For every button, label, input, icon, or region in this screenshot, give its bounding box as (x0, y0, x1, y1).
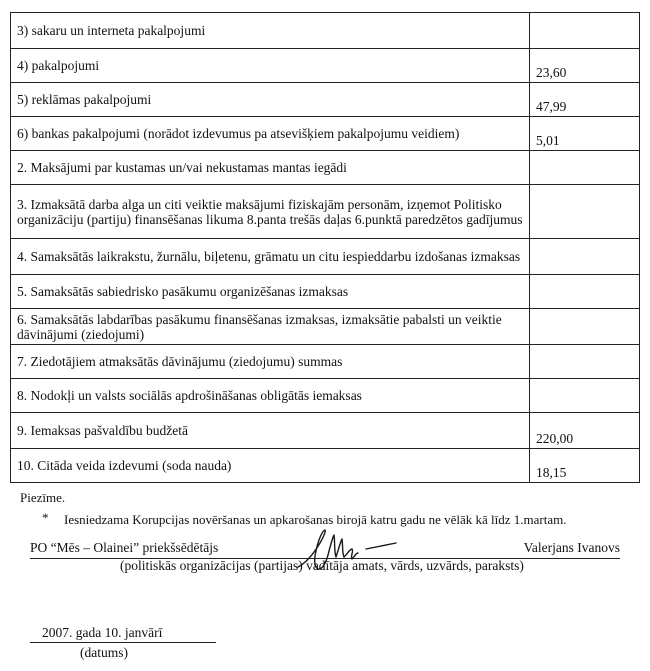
table-row (11, 117, 640, 151)
row-value: 5,01 (530, 117, 640, 151)
asterisk-mark: * (42, 510, 49, 525)
date-caption: (datums) (80, 645, 128, 660)
date-line (30, 625, 216, 643)
table-row (11, 413, 640, 449)
row-value (530, 185, 640, 239)
table-row (11, 309, 640, 345)
signature-caption: (politiskās organizācijas (partijas) vadītāja amats, vārds, uzvārds, paraksts) (120, 558, 524, 573)
row-value: 18,15 (530, 449, 640, 483)
row-value (530, 379, 640, 413)
row-label: 3. Izmaksātā darba alga un citi veiktie maksājumi fiziskajām personām, izņemot Politisko organizāciju (partiju) finansēšanas likuma 8.panta trešās daļas 6.punktā paredzētos gadījumus (11, 185, 530, 239)
table-row (11, 49, 640, 83)
row-label: 6. Samaksātās labdarības pasākumu finansēšanas izmaksas, izmaksātie pabalsti un veiktie dāvinājumi (ziedojumi) (11, 309, 530, 345)
table-row (11, 185, 640, 239)
table-row (11, 379, 640, 413)
row-value: 220,00 (530, 413, 640, 449)
row-value (530, 345, 640, 379)
signer-name: Valerjans Ivanovs (523, 540, 620, 555)
row-label: 6) bankas pakalpojumi (norādot izdevumus pa atsevišķiem pakalpojumu veidiem) (11, 117, 530, 151)
row-value (530, 13, 640, 49)
table-row (11, 449, 640, 483)
table-row (11, 151, 640, 185)
row-value (530, 275, 640, 309)
table-row (11, 83, 640, 117)
row-label: 3) sakaru un interneta pakalpojumi (11, 13, 530, 49)
row-value (530, 309, 640, 345)
notes (20, 490, 630, 528)
table-row (11, 239, 640, 275)
notes-item (20, 512, 630, 528)
date-rule (30, 642, 216, 643)
row-label: 7. Ziedotājiem atmaksātās dāvinājumu (ziedojumu) summas (11, 345, 530, 379)
row-label: 5) reklāmas pakalpojumi (11, 83, 530, 117)
date-value: 2007. gada 10. janvārī (42, 625, 163, 640)
row-label: 5. Samaksātās sabiedrisko pasākumu organizēšanas izmaksas (11, 275, 530, 309)
row-label: 4. Samaksātās laikrakstu, žurnālu, biļetenu, grāmatu un citu iespieddarbu izdošanas izmaksas (11, 239, 530, 275)
row-label: 9. Iemaksas pašvaldību budžetā (11, 413, 530, 449)
row-label: 4) pakalpojumi (11, 49, 530, 83)
row-value (530, 239, 640, 275)
expenses-table (10, 12, 640, 483)
row-value (530, 151, 640, 185)
table-row (11, 275, 640, 309)
row-value: 23,60 (530, 49, 640, 83)
row-label: 10. Citāda veida izdevumi (soda nauda) (11, 449, 530, 483)
table-row (11, 13, 640, 49)
table-row (11, 345, 640, 379)
row-label: 8. Nodokļi un valsts sociālās apdrošināšanas obligātās iemaksas (11, 379, 530, 413)
notes-text: Iesniedzama Korupcijas novēršanas un apkarošanas birojā katru gadu ne vēlāk kā līdz 1.martam. (64, 512, 567, 527)
signer-position: PO “Mēs – Olainei” priekšsēdētājs (30, 540, 219, 555)
row-label: 2. Maksājumi par kustamas un/vai nekustamas mantas iegādi (11, 151, 530, 185)
notes-title: Piezīme. (20, 490, 66, 505)
row-value: 47,99 (530, 83, 640, 117)
